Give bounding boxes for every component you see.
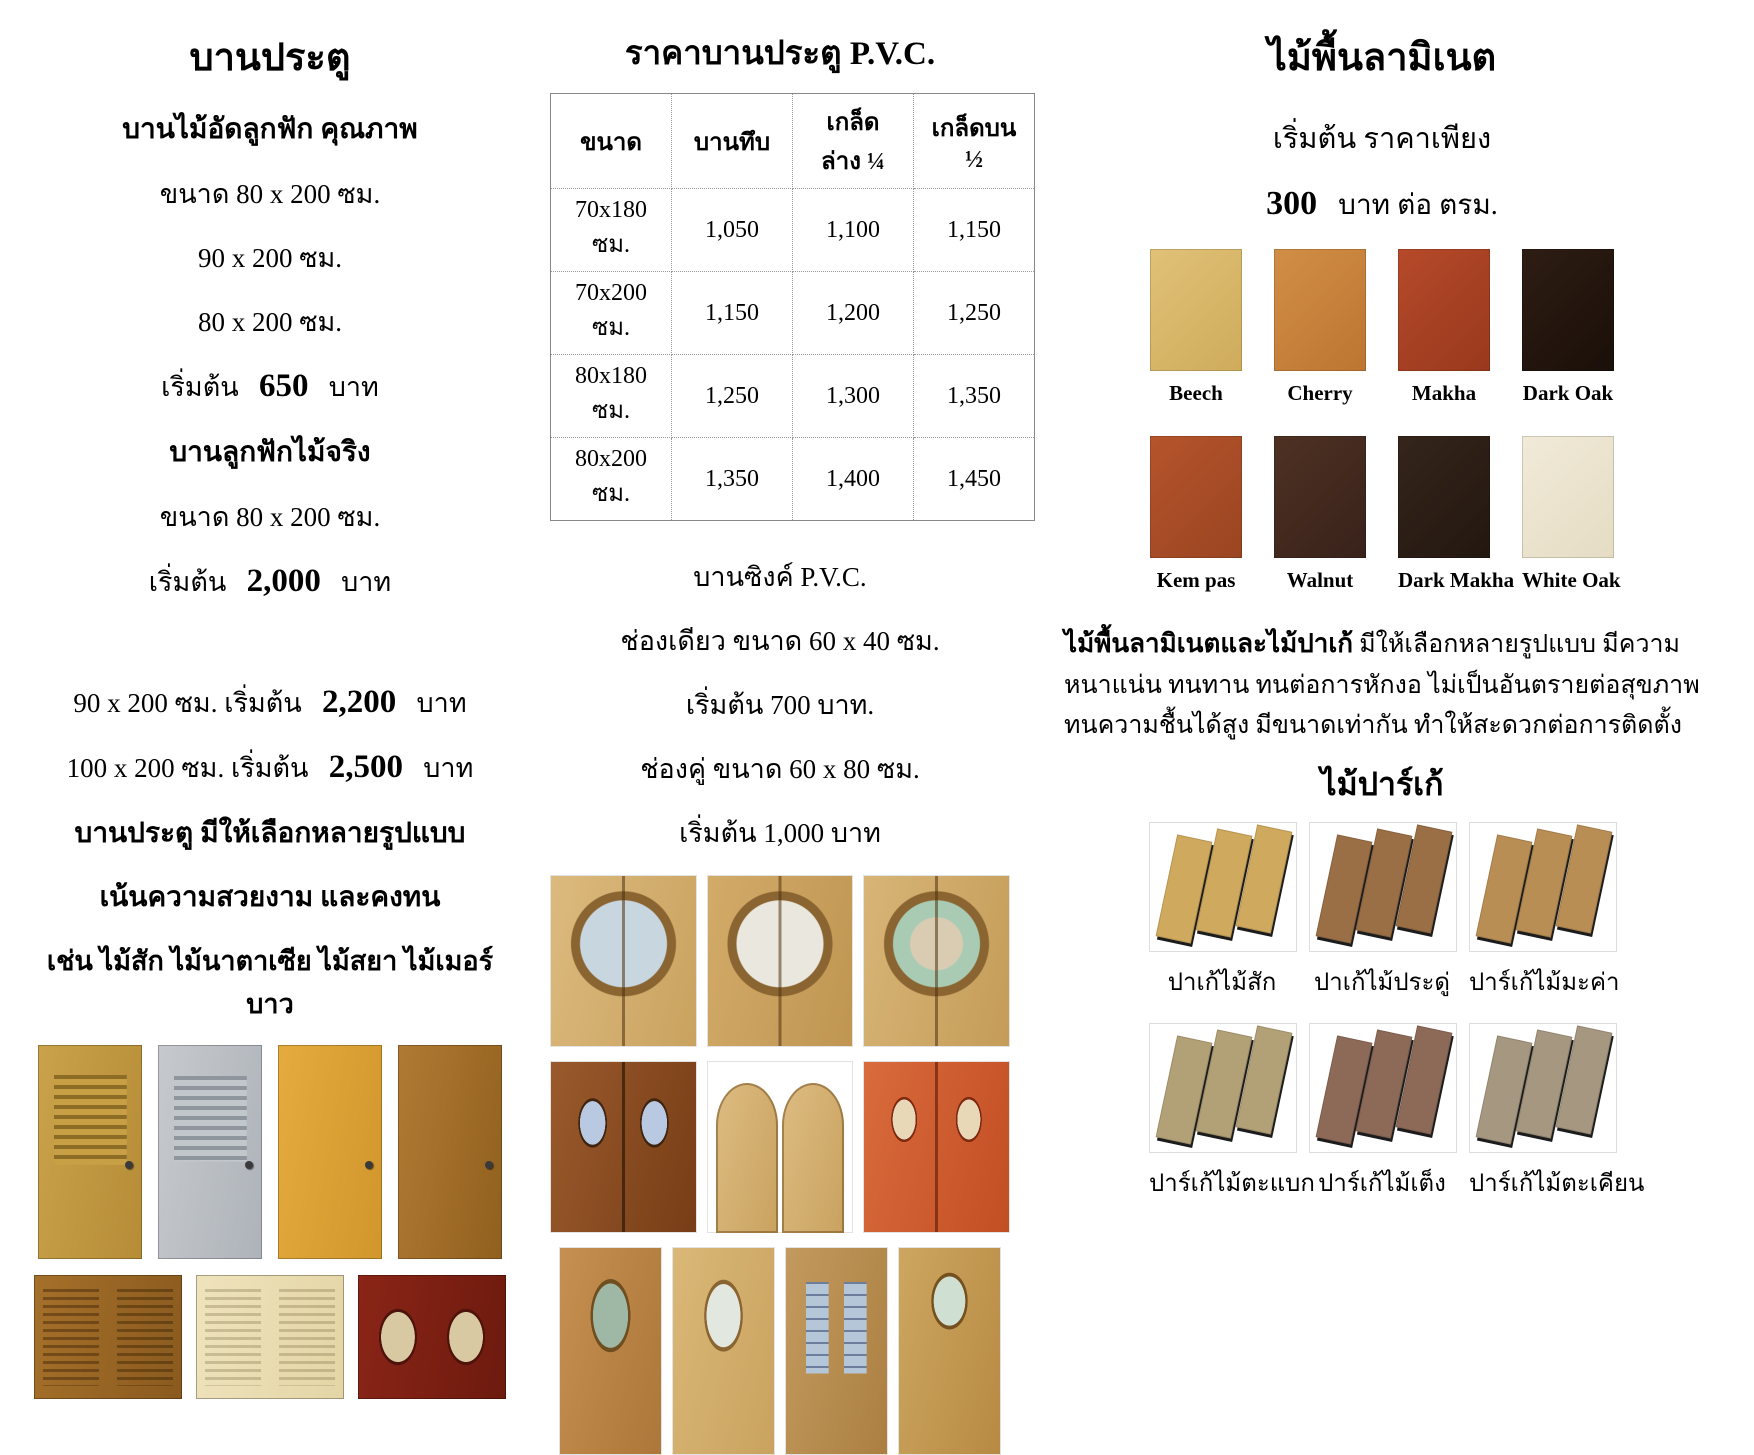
wood-swatch: [1522, 436, 1614, 558]
swatch-label: Dark Oak: [1522, 381, 1614, 405]
section-doors: [0, 0, 520, 1240]
cabinet-photo-red-oval: [358, 1275, 506, 1399]
price-suffix: บาท: [328, 372, 379, 402]
spacer: [30, 625, 510, 659]
parquet-takhian: [1469, 1023, 1645, 1202]
parquet-row-1: [1060, 822, 1704, 1001]
description-rest: มีให้เลือกหลายรูปแบบ มีความหนาแน่น ทนทาน ทนต่อการหักงอ ไม่เป็นอันตรายต่อสุขภาพ ทนความชื้นได้สูง มีขนาดเท่ากัน ทำให้สะดวกต่อการติดตั้ง: [1064, 631, 1700, 739]
laminate-description: [1064, 623, 1700, 747]
wood-swatch: [1274, 249, 1366, 371]
door-photo-row-1: [550, 875, 1010, 1047]
col-header-size: ขนาด: [551, 94, 672, 189]
laminate-price-line: [1060, 183, 1704, 227]
parquet-label: ปาเก้ไม้สัก: [1167, 969, 1277, 996]
swatch-label: Beech: [1169, 381, 1223, 405]
price-value: 2,500: [328, 749, 404, 785]
col-header-louver-top: เกล็ดบน ½: [914, 94, 1035, 189]
cell-size: 80x180 ซม.: [551, 355, 672, 438]
parquet-label: ปาร์เก้ไม้มะค่า: [1469, 969, 1620, 996]
cabinet-photo-row: [30, 1275, 510, 1399]
door-size-line: ขนาด 80 x 200 ซม.: [159, 179, 381, 209]
wood-swatch: [1274, 436, 1366, 558]
swatch-makha: [1398, 249, 1490, 406]
door-leaf: [716, 1083, 778, 1233]
section-laminate: [1020, 0, 1724, 1240]
price-prefix: เริ่มต้น: [161, 372, 239, 402]
sink-title: บานซิงค์ P.V.C.: [693, 562, 867, 592]
cell-price: 1,400: [793, 438, 914, 521]
door-photo-row: [30, 1045, 510, 1259]
swatch-cherry: [1274, 249, 1366, 406]
parquet-label: ปาร์เก้ไม้ตะเคียน: [1469, 1170, 1645, 1197]
table-row: [551, 355, 1035, 438]
parquet-pradoo: [1309, 822, 1455, 1001]
swatch-row-2: [1060, 436, 1704, 593]
doors-note: บานประตู มีให้เลือกหลายรูปแบบ: [74, 818, 466, 849]
wood-swatch: [1398, 249, 1490, 371]
laminate-price-value: 300: [1266, 185, 1318, 222]
price-lead: 100 x 200 ซม. เริ่มต้น: [66, 753, 309, 783]
cabinet-photo-louver-wood: [34, 1275, 182, 1399]
swatch-dark-oak: [1522, 249, 1614, 406]
door-size-line: ขนาด 80 x 200 ซม.: [159, 502, 381, 532]
laminate-title: ไม้พื้นลามิเนต: [1267, 37, 1497, 79]
door-photo-plain-gold: [278, 1045, 382, 1259]
swatch-label: Walnut: [1286, 568, 1354, 592]
laminate-tagline: เริ่มต้น ราคาเพียง: [1272, 123, 1492, 155]
cabinet-photo-louver-cream: [196, 1275, 344, 1399]
cell-price: 1,050: [672, 189, 793, 272]
cell-size: 70x200 ซม.: [551, 272, 672, 355]
door-leaf: [782, 1083, 844, 1233]
wood-swatch: [1150, 249, 1242, 371]
swatch-dark-makha: [1398, 436, 1515, 593]
door-photo-teardrop-glass: [898, 1247, 1001, 1455]
parquet-photo: [1149, 1023, 1297, 1153]
door-photo-circle-glass-white: [707, 875, 854, 1047]
swatch-walnut: [1274, 436, 1366, 593]
section-pvc-prices: [520, 0, 1020, 1240]
swatch-label: Cherry: [1287, 381, 1353, 405]
cell-price: 1,200: [793, 272, 914, 355]
door-photo-circle-glass-green: [863, 875, 1010, 1047]
door-photo-oval-etched: [672, 1247, 775, 1455]
parquet-photo: [1469, 1023, 1617, 1153]
price-prefix: เริ่มต้น: [148, 567, 227, 597]
price-lead: 90 x 200 ซม. เริ่มต้น: [73, 688, 302, 718]
swatch-label: White Oak: [1522, 568, 1621, 592]
doors-note: เน้นความสวยงาม และคงทน: [99, 882, 441, 913]
cell-price: 1,350: [672, 438, 793, 521]
swatch-white-oak: [1522, 436, 1621, 593]
doors-title: บานประตู: [189, 37, 351, 79]
cell-price: 1,300: [793, 355, 914, 438]
doors-subtitle-solidwood: บานลูกฟักไม้จริง: [169, 437, 371, 468]
cell-price: 1,100: [793, 189, 914, 272]
parquet-title: ไม้ปาร์เก้: [1320, 765, 1444, 802]
table-row: [551, 189, 1035, 272]
door-photo-circle-glass-blue: [550, 875, 697, 1047]
door-photo-row-2: [550, 1061, 1010, 1233]
doors-note: เช่น ไม้สัก ไม้นาตาเซีย ไม้สยา ไม้เมอร์บาว: [46, 946, 494, 1019]
cell-price: 1,450: [914, 438, 1035, 521]
cell-price: 1,150: [914, 189, 1035, 272]
cell-price: 1,250: [672, 355, 793, 438]
price-suffix: บาท: [341, 567, 392, 597]
parquet-row-2: [1060, 1023, 1704, 1202]
door-photo-louver-tan: [38, 1045, 142, 1259]
door-photo-dark-ovals: [550, 1061, 697, 1233]
table-row: [551, 438, 1035, 521]
cell-size: 80x200 ซม.: [551, 438, 672, 521]
wood-swatch: [1522, 249, 1614, 371]
swatch-beech: [1150, 249, 1242, 406]
price-value: 2,000: [246, 563, 321, 599]
cell-price: 1,350: [914, 355, 1035, 438]
parquet-photo: [1149, 822, 1297, 952]
table-row: [551, 272, 1035, 355]
price-value: 2,200: [322, 684, 397, 720]
parquet-label: ปาเก้ไม้ประดู่: [1314, 969, 1450, 996]
doors-subtitle-plywood: บานไม้อัดลูกฟัก คุณภาพ: [122, 114, 418, 145]
sink-line: เริ่มต้น 1,000 บาท: [679, 818, 881, 848]
price-value: 650: [258, 368, 309, 404]
door-size-line: 80 x 200 ซม.: [197, 307, 343, 337]
pvc-price-table: [550, 93, 1035, 521]
door-size-line: 90 x 200 ซม.: [197, 243, 343, 273]
parquet-photo: [1309, 822, 1457, 952]
swatch-label: Dark Makha: [1398, 568, 1515, 592]
parquet-teng: [1309, 1023, 1455, 1202]
sink-line: ช่องคู่ ขนาด 60 x 80 ซม.: [640, 754, 920, 784]
pvc-title: ราคาบานประตู P.V.C.: [624, 36, 936, 72]
parquet-makha: [1469, 822, 1620, 1001]
sink-line: เริ่มต้น 700 บาท.: [685, 690, 875, 720]
parquet-label: ปาร์เก้ไม้ตะแบก: [1149, 1170, 1315, 1197]
door-price-line: [30, 365, 510, 408]
swatch-kempas: [1150, 436, 1242, 593]
swatch-label: Kem pas: [1156, 568, 1236, 592]
door-photo-stained-panels: [785, 1247, 888, 1455]
col-header-solid: บานทึบ: [672, 94, 793, 189]
parquet-label: ปาร์เก้ไม้เต็ง: [1318, 1170, 1446, 1197]
cell-size: 70x180 ซม.: [551, 189, 672, 272]
description-lead: ไม้พื้นลามิเนตและไม้ปาเก้: [1064, 629, 1353, 658]
price-suffix: บาท: [416, 688, 467, 718]
sink-line: ช่องเดียว ขนาด 60 x 40 ซม.: [620, 626, 940, 656]
wood-swatch: [1398, 436, 1490, 558]
door-photo-row-3: [550, 1247, 1010, 1455]
cell-price: 1,250: [914, 272, 1035, 355]
parquet-photo: [1469, 822, 1617, 952]
door-photo-saloon: [707, 1061, 854, 1233]
swatch-row-1: [1060, 249, 1704, 406]
cell-price: 1,150: [672, 272, 793, 355]
parquet-tabaek: [1149, 1023, 1315, 1202]
door-price-row: [30, 746, 510, 789]
door-price-row: [30, 681, 510, 724]
wood-swatch: [1150, 436, 1242, 558]
parquet-teak: [1149, 822, 1295, 1001]
parquet-photo: [1309, 1023, 1457, 1153]
col-header-louver-bottom: เกล็ดล่าง ¼: [793, 94, 914, 189]
door-photo-oval-decorated: [559, 1247, 662, 1455]
laminate-price-suffix: บาท ต่อ ตรม.: [1338, 190, 1498, 221]
table-header-row: [551, 94, 1035, 189]
swatch-label: Makha: [1411, 381, 1477, 405]
door-price-line: [30, 560, 510, 603]
door-photo-orange-ovals: [863, 1061, 1010, 1233]
price-suffix: บาท: [423, 753, 474, 783]
door-photo-plain-brown: [398, 1045, 502, 1259]
door-photo-louver-gray: [158, 1045, 262, 1259]
